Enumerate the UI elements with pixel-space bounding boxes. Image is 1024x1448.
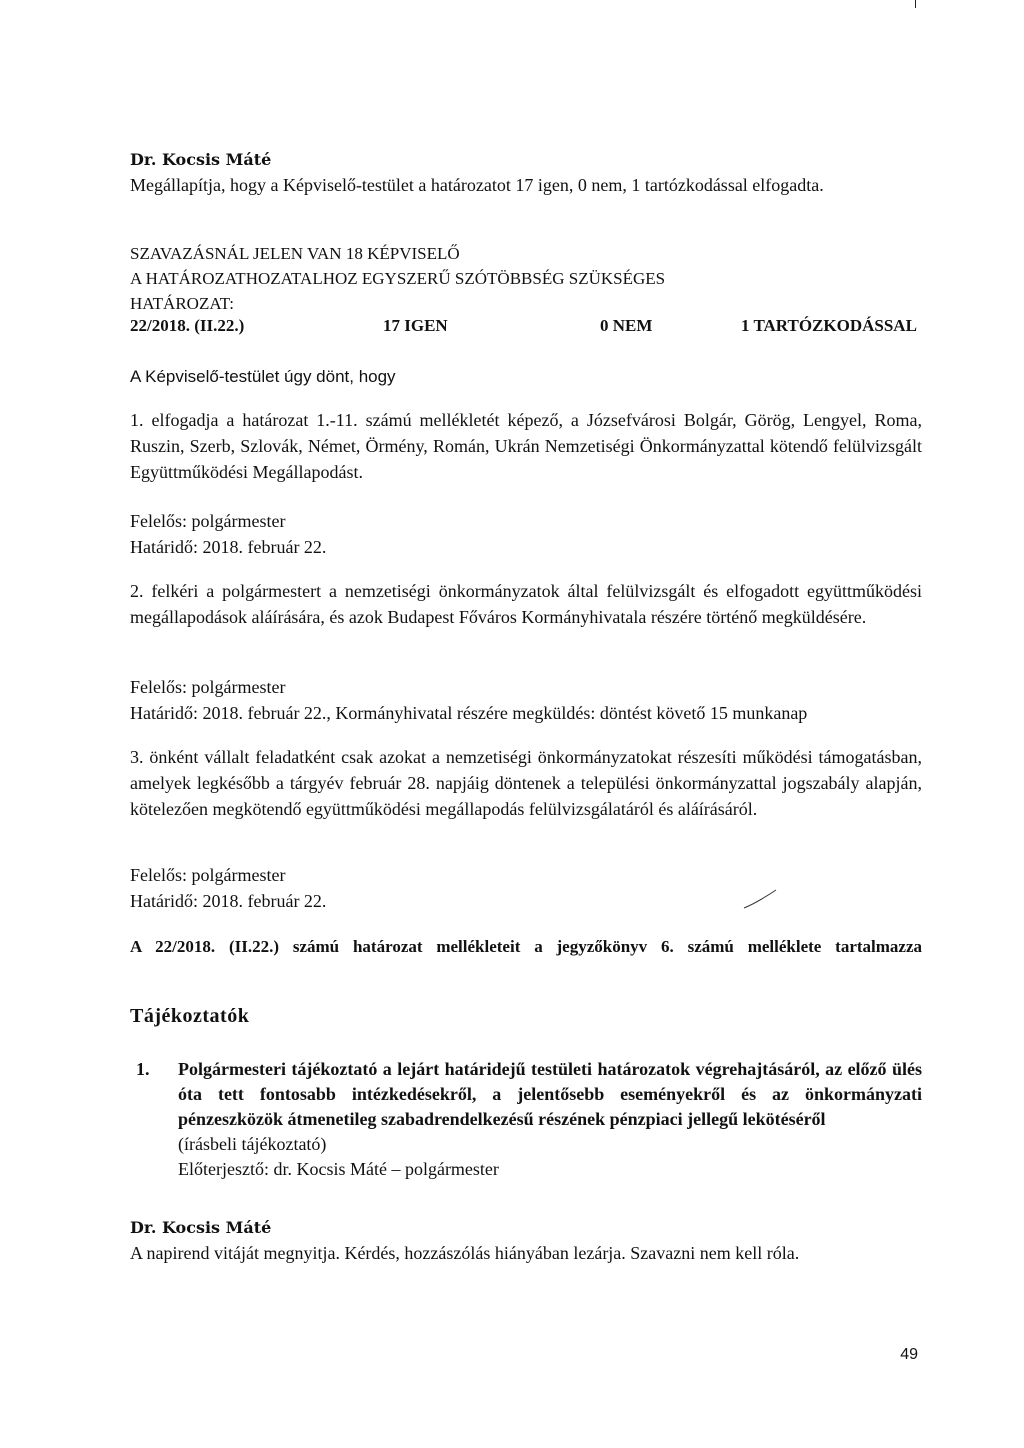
speaker-statement: A napirend vitáját megnyitja. Kérdés, hozzászólás hiányában lezárja. Szavazni nem kell róla. <box>130 1243 800 1263</box>
info-item-title: Polgármesteri tájékoztató a lejárt határidejű testületi határozatok végrehajtásáról, az előző ülés óta tett fontosabb intézkedésekről, a jelentősebb eseményekről és az önkormányzati pénzeszközök átmenetileg szabadrendelkezésű részének pénzpiaci jellegű lekötéséről <box>178 1059 922 1129</box>
speaker-statement: Megállapítja, hogy a Képviselő-testület a határozatot 17 igen, 0 nem, 1 tartózkodással elfogadta. <box>130 175 824 195</box>
decision-intro <box>130 364 922 390</box>
vote-abstain: 1 TARTÓZKODÁSSAL <box>741 316 917 335</box>
decision-item-2-text: 2. felkéri a polgármestert a nemzetiségi önkormányzatok által felülvizsgált és elfogadott együttműködési megállapodások aláírására, és azok Budapest Főváros Kormányhivatala részére történő megküldésére. <box>130 581 922 627</box>
vote-result-row <box>130 316 922 342</box>
vote-header <box>130 241 922 316</box>
handwritten-stroke <box>742 888 782 912</box>
deadline: Határidő: 2018. február 22. <box>130 537 327 557</box>
decision-item-3-text: 3. önként vállalt feladatként csak azokat a nemzetiségi önkormányzatokat részesíti működési támogatásban, amelyek legkésőbb a tárgyév február 28. napjáig döntenek a települési önkormányzattal jogszabály alapján, kötelezően megkötendő együttműködési megállapodás felülvizsgálatáról és aláírásáról. <box>130 747 922 819</box>
resolution-number: 22/2018. (II.22.) <box>130 316 245 335</box>
vote-header-line-2: A HATÁROZATHOZATALHOZ EGYSZERŰ SZÓTÖBBSÉG SZÜKSÉGES <box>130 269 666 288</box>
decision-item-1 <box>130 407 922 485</box>
decision-item-3-meta <box>130 862 922 914</box>
speaker-name: Dr. Kocsis Máté <box>130 1218 272 1237</box>
section-heading-text: Tájékoztatók <box>130 1005 250 1027</box>
section-heading <box>130 1003 922 1029</box>
page-number: 49 <box>900 1346 918 1363</box>
info-item-number: 1. <box>136 1059 150 1079</box>
responsible: Felelős: polgármester <box>130 677 286 697</box>
vote-no: 0 NEM <box>600 316 653 335</box>
info-item-1 <box>136 1057 922 1182</box>
deadline: Határidő: 2018. február 22. <box>130 891 327 911</box>
decision-item-2-meta <box>130 674 922 726</box>
responsible: Felelős: polgármester <box>130 511 286 531</box>
speaker-name: Dr. Kocsis Máté <box>130 150 272 169</box>
vote-header-line-1: SZAVAZÁSNÁL JELEN VAN 18 KÉPVISELŐ <box>130 244 460 263</box>
attachment-note <box>130 934 922 959</box>
decision-item-1-meta <box>130 508 922 560</box>
info-item-type: (írásbeli tájékoztató) <box>178 1134 327 1154</box>
decision-item-1-text: 1. elfogadja a határozat 1.-11. számú mellékletét képező, a Józsefvárosi Bolgár, Görög, Lengyel, Roma, Ruszin, Szerb, Szlovák, Német, Örmény, Román, Ukrán Nemzetiségi Önkormányzattal kötendő felülvizsgált Együttműködési Megállapodást. <box>130 410 922 482</box>
vote-yes: 17 IGEN <box>383 316 448 335</box>
responsible: Felelős: polgármester <box>130 865 286 885</box>
decision-item-2 <box>130 578 922 630</box>
speaker-block-2 <box>130 1216 922 1266</box>
vote-header-line-3: HATÁROZAT: <box>130 294 234 313</box>
decision-item-3 <box>130 744 922 822</box>
decision-intro-text: A Képviselő-testület úgy dönt, hogy <box>130 367 396 386</box>
attachment-note-text: A 22/2018. (II.22.) számú határozat mellékleteit a jegyzőkönyv 6. számú melléklete tartalmazza <box>130 937 922 956</box>
info-item-presenter: Előterjesztő: dr. Kocsis Máté – polgármester <box>178 1159 499 1179</box>
deadline: Határidő: 2018. február 22., Kormányhivatal részére megküldés: döntést követő 15 munkanap <box>130 703 808 723</box>
document-page <box>130 0 922 1263</box>
speaker-block-1 <box>130 148 922 198</box>
